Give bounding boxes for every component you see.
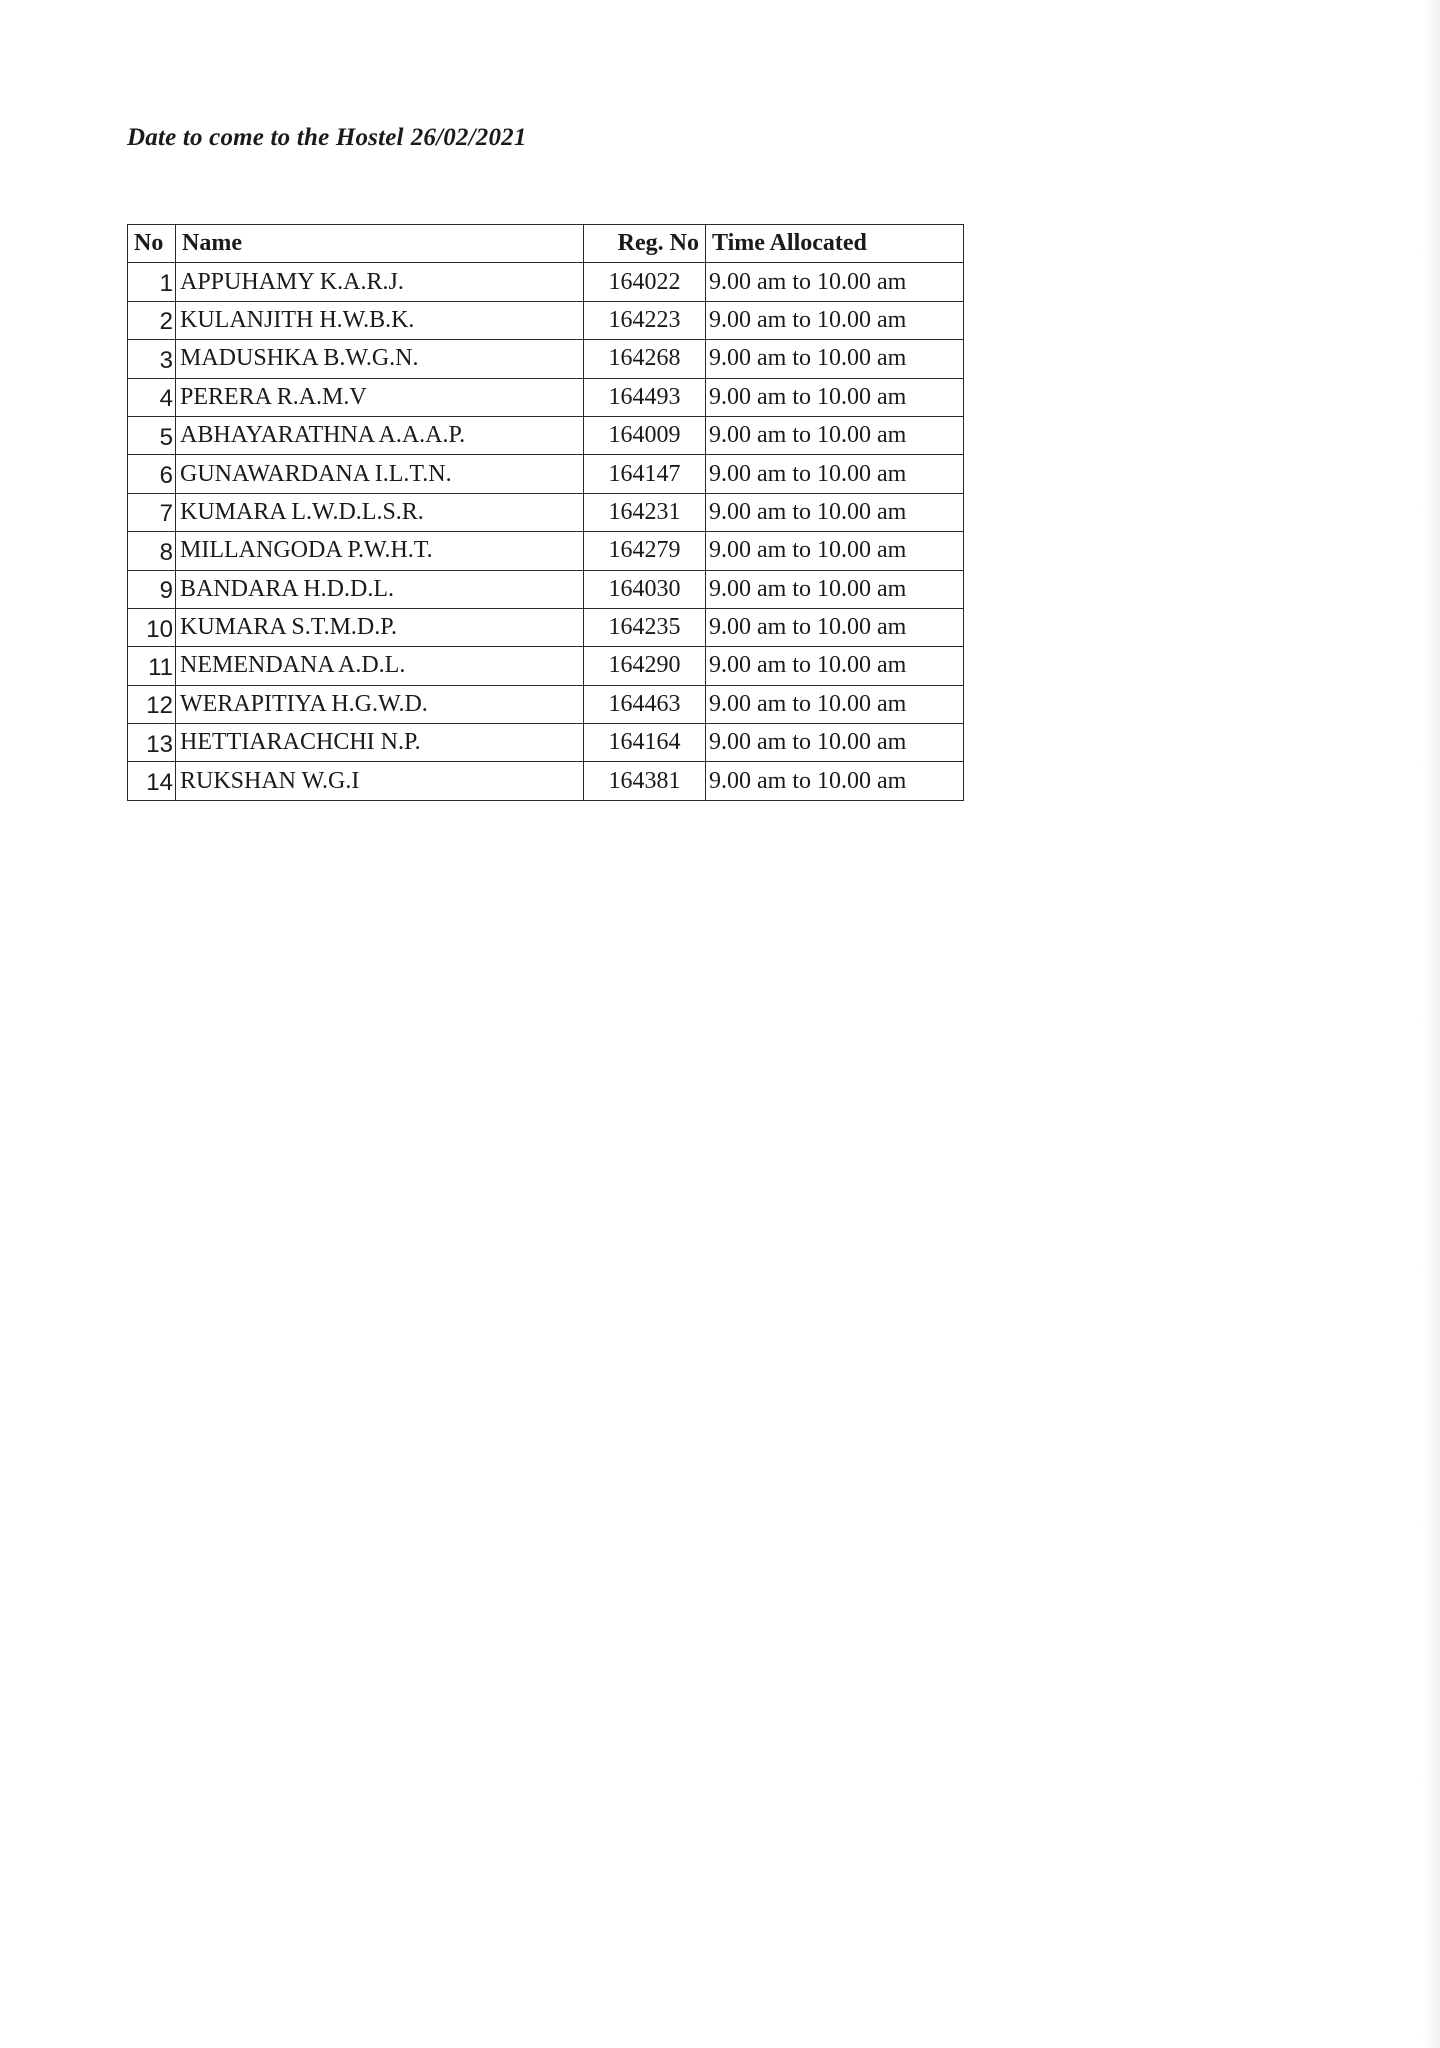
cell-time-allocated: 9.00 am to 10.00 am [706, 532, 964, 570]
header-reg-no: Reg. No [584, 225, 706, 263]
cell-time-allocated: 9.00 am to 10.00 am [706, 493, 964, 531]
cell-no: 10 [128, 608, 176, 646]
table-row [128, 724, 964, 762]
table-row [128, 685, 964, 723]
cell-time-allocated: 9.00 am to 10.00 am [706, 263, 964, 301]
cell-time-allocated: 9.00 am to 10.00 am [706, 647, 964, 685]
table-row [128, 493, 964, 531]
cell-name: NEMENDANA A.D.L. [176, 647, 584, 685]
cell-no: 8 [128, 532, 176, 570]
cell-name: HETTIARACHCHI N.P. [176, 724, 584, 762]
cell-name: KULANJITH H.W.B.K. [176, 301, 584, 339]
allocation-table [127, 224, 964, 801]
cell-no: 12 [128, 685, 176, 723]
cell-time-allocated: 9.00 am to 10.00 am [706, 416, 964, 454]
cell-reg-no: 164223 [584, 301, 706, 339]
cell-name: RUKSHAN W.G.I [176, 762, 584, 800]
cell-time-allocated: 9.00 am to 10.00 am [706, 455, 964, 493]
table-row [128, 340, 964, 378]
cell-name: MILLANGODA P.W.H.T. [176, 532, 584, 570]
cell-reg-no: 164290 [584, 647, 706, 685]
cell-name: ABHAYARATHNA A.A.A.P. [176, 416, 584, 454]
document-title [127, 124, 527, 152]
cell-name: WERAPITIYA H.G.W.D. [176, 685, 584, 723]
table-header-row [128, 225, 964, 263]
cell-reg-no: 164493 [584, 378, 706, 416]
table-row [128, 301, 964, 339]
header-name: Name [176, 225, 584, 263]
table-row [128, 647, 964, 685]
cell-time-allocated: 9.00 am to 10.00 am [706, 570, 964, 608]
cell-no: 3 [128, 340, 176, 378]
cell-reg-no: 164147 [584, 455, 706, 493]
cell-no: 2 [128, 301, 176, 339]
cell-no: 7 [128, 493, 176, 531]
cell-time-allocated: 9.00 am to 10.00 am [706, 762, 964, 800]
cell-time-allocated: 9.00 am to 10.00 am [706, 340, 964, 378]
cell-time-allocated: 9.00 am to 10.00 am [706, 685, 964, 723]
table-row [128, 762, 964, 800]
cell-name: APPUHAMY K.A.R.J. [176, 263, 584, 301]
table-row [128, 263, 964, 301]
header-no: No [128, 225, 176, 263]
cell-reg-no: 164381 [584, 762, 706, 800]
cell-name: PERERA R.A.M.V [176, 378, 584, 416]
cell-reg-no: 164030 [584, 570, 706, 608]
table-row [128, 532, 964, 570]
cell-reg-no: 164164 [584, 724, 706, 762]
cell-no: 9 [128, 570, 176, 608]
cell-time-allocated: 9.00 am to 10.00 am [706, 724, 964, 762]
cell-no: 5 [128, 416, 176, 454]
cell-no: 11 [128, 647, 176, 685]
table-row [128, 378, 964, 416]
cell-name: MADUSHKA B.W.G.N. [176, 340, 584, 378]
table-body [128, 263, 964, 800]
cell-reg-no: 164279 [584, 532, 706, 570]
cell-no: 1 [128, 263, 176, 301]
cell-name: KUMARA L.W.D.L.S.R. [176, 493, 584, 531]
table-row [128, 608, 964, 646]
cell-no: 13 [128, 724, 176, 762]
table-row [128, 416, 964, 454]
title-text: Date to come to the Hostel [127, 124, 404, 151]
cell-reg-no: 164231 [584, 493, 706, 531]
cell-no: 6 [128, 455, 176, 493]
cell-name: BANDARA H.D.D.L. [176, 570, 584, 608]
cell-time-allocated: 9.00 am to 10.00 am [706, 301, 964, 339]
title-date: 26/02/2021 [410, 124, 527, 151]
table-row [128, 570, 964, 608]
cell-reg-no: 164268 [584, 340, 706, 378]
scan-page-edge [1422, 0, 1440, 2048]
cell-reg-no: 164022 [584, 263, 706, 301]
table-row [128, 455, 964, 493]
cell-no: 4 [128, 378, 176, 416]
cell-name: GUNAWARDANA I.L.T.N. [176, 455, 584, 493]
cell-reg-no: 164463 [584, 685, 706, 723]
cell-reg-no: 164235 [584, 608, 706, 646]
cell-name: KUMARA S.T.M.D.P. [176, 608, 584, 646]
cell-time-allocated: 9.00 am to 10.00 am [706, 378, 964, 416]
cell-time-allocated: 9.00 am to 10.00 am [706, 608, 964, 646]
cell-no: 14 [128, 762, 176, 800]
cell-reg-no: 164009 [584, 416, 706, 454]
header-time-allocated: Time Allocated [706, 225, 964, 263]
